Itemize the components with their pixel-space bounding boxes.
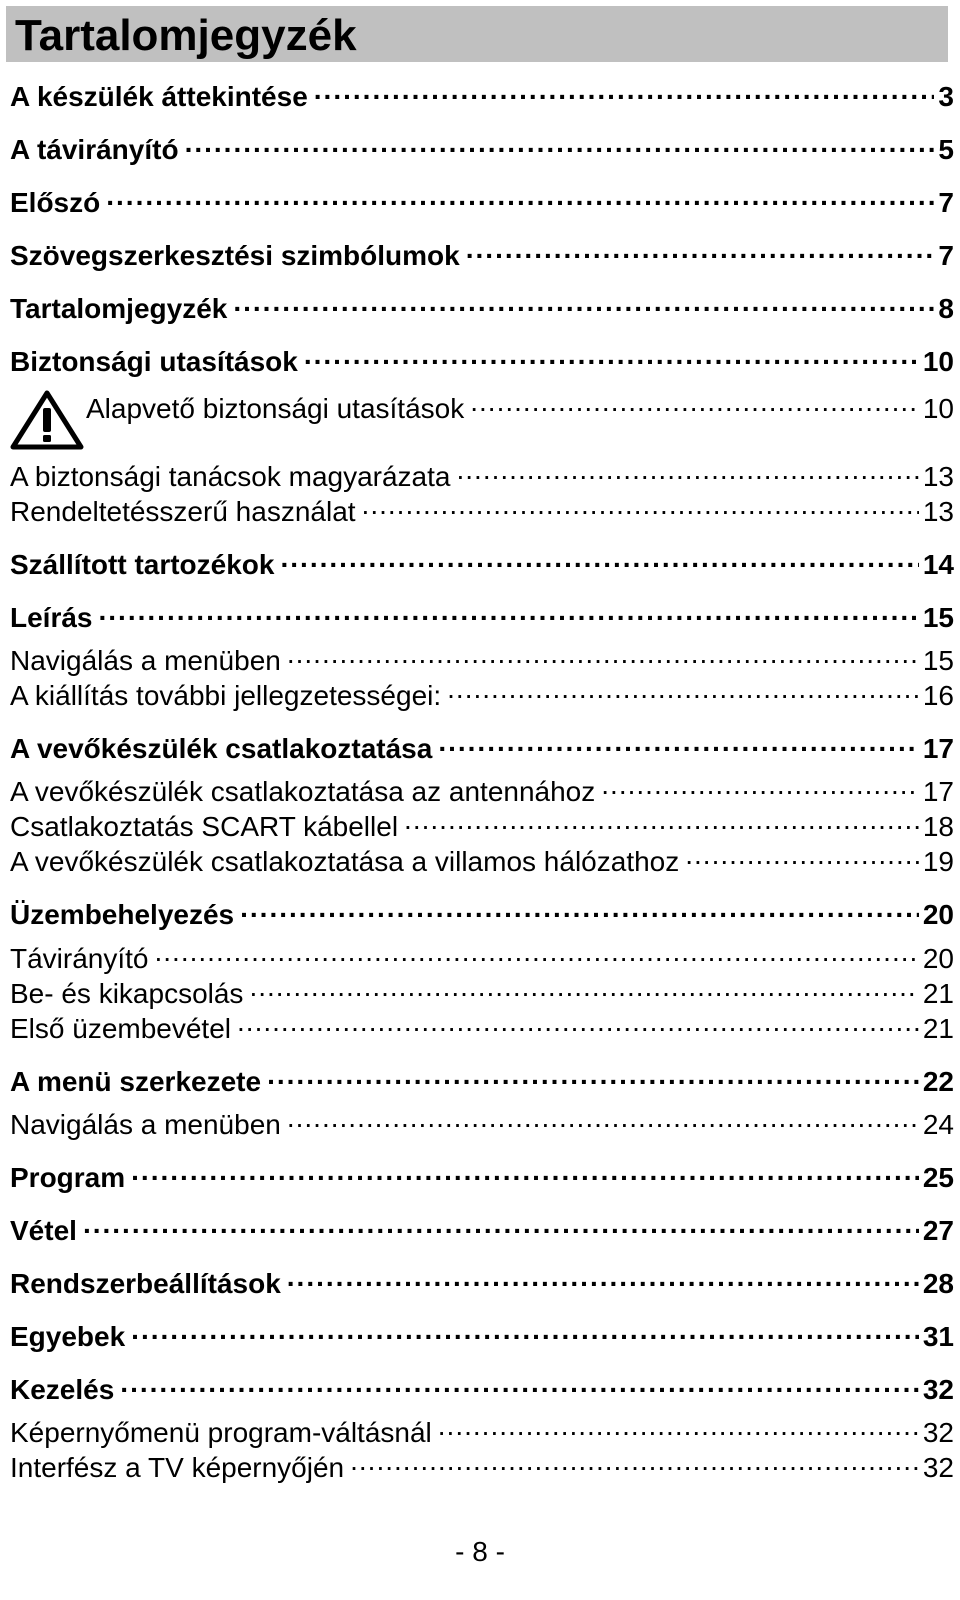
toc-entry-title: A menü szerkezete — [10, 1066, 262, 1097]
toc-entry-title: Interfész a TV képernyőjén — [10, 1452, 345, 1483]
dot-leader — [185, 131, 935, 159]
dot-leader — [267, 1063, 919, 1091]
toc-entry-title: Előszó — [10, 187, 101, 218]
toc-entry-title: Tartalomjegyzék — [10, 293, 228, 324]
dot-leader — [685, 843, 919, 871]
toc-entry-title: Szövegszerkesztési szimbólumok — [10, 240, 460, 271]
toc-entry-title: Képernyőmenü program-váltásnál — [10, 1417, 432, 1448]
toc-entry[interactable] — [10, 975, 954, 1015]
toc-entry-title: Egyebek — [10, 1321, 126, 1352]
dot-leader — [362, 493, 919, 521]
toc-entry-page: 13 — [922, 496, 954, 527]
toc-entry-page: 19 — [922, 846, 954, 877]
toc-entry-page: 20 — [922, 899, 954, 930]
toc-entry-title: A vevőkészülék csatlakoztatása az antennához — [10, 776, 596, 807]
toc-entry[interactable] — [10, 1265, 954, 1305]
toc-entry-page: 31 — [922, 1321, 954, 1352]
toc-entry-page: 8 — [938, 293, 954, 324]
toc-entry-page: 10 — [922, 393, 954, 424]
toc-entry-page: 13 — [922, 461, 954, 492]
toc-entry[interactable] — [10, 677, 954, 717]
toc-entry[interactable] — [10, 1063, 954, 1103]
toc-entry-title: Biztonsági utasítások — [10, 346, 298, 377]
toc-entry-page: 15 — [922, 602, 954, 633]
toc-entry-title: Szállított tartozékok — [10, 549, 275, 580]
dot-leader — [240, 896, 919, 924]
toc-entry-page: 17 — [922, 733, 954, 764]
toc-entry[interactable] — [10, 343, 954, 383]
toc-entry-title: Program — [10, 1162, 126, 1193]
toc-entry-page: 22 — [922, 1066, 954, 1097]
toc-entry-page: 32 — [922, 1417, 954, 1448]
toc-entry-title: A vevőkészülék csatlakoztatása — [10, 733, 433, 764]
dot-leader — [120, 1371, 919, 1399]
toc-entry-title: Navigálás a menüben — [10, 645, 281, 676]
dot-leader — [131, 1159, 919, 1187]
dot-leader — [237, 1010, 919, 1038]
toc-entry-page: 16 — [922, 680, 954, 711]
dot-leader — [438, 730, 919, 758]
toc-entry[interactable] — [10, 1414, 954, 1454]
toc-entry-page: 27 — [922, 1215, 954, 1246]
toc-entry[interactable] — [10, 390, 954, 450]
toc-entry-title: Navigálás a menüben — [10, 1109, 281, 1140]
toc-entry[interactable] — [10, 237, 954, 277]
warning-triangle-icon — [10, 390, 84, 450]
dot-leader — [601, 773, 919, 801]
toc-entry[interactable] — [10, 290, 954, 330]
toc-entry[interactable] — [10, 1159, 954, 1199]
dot-leader — [287, 1265, 919, 1293]
toc-entry-page: 24 — [922, 1109, 954, 1140]
toc-entry[interactable] — [10, 642, 954, 682]
dot-leader — [233, 290, 934, 318]
toc-entry[interactable] — [10, 546, 954, 586]
toc-entry-title: Távirányító — [10, 943, 149, 974]
toc-entry-title: A vevőkészülék csatlakoztatása a villamos hálózathoz — [10, 846, 680, 877]
dot-leader — [466, 237, 935, 265]
toc-entry[interactable] — [10, 773, 954, 813]
toc-entry-page: 21 — [922, 978, 954, 1009]
toc-entry[interactable] — [10, 730, 954, 770]
toc-entry-page: 17 — [922, 776, 954, 807]
toc-entry[interactable] — [10, 458, 954, 498]
toc-entry-title: Alapvető biztonsági utasítások — [86, 393, 465, 424]
toc-entry-page: 3 — [938, 81, 954, 112]
dot-leader — [280, 546, 918, 574]
toc-entry-title: Leírás — [10, 602, 93, 633]
toc-entry[interactable] — [10, 1318, 954, 1358]
dot-leader — [404, 808, 919, 836]
toc-entry-page: 7 — [938, 240, 954, 271]
toc-entry-page: 5 — [938, 134, 954, 165]
dot-leader — [287, 642, 919, 670]
toc-entry-page: 14 — [922, 549, 954, 580]
dot-leader — [287, 1106, 919, 1134]
toc-entry[interactable] — [10, 1212, 954, 1252]
toc-entry-title: A kiállítás további jellegzetességei: — [10, 680, 442, 711]
dot-leader — [314, 78, 935, 106]
toc-entry[interactable] — [10, 940, 954, 980]
toc-entry-page: 32 — [922, 1374, 954, 1405]
toc-entry-title: Be- és kikapcsolás — [10, 978, 244, 1009]
toc-entry-title: Rendeltetésszerű használat — [10, 496, 356, 527]
dot-leader — [155, 940, 919, 968]
toc-entry-page: 7 — [938, 187, 954, 218]
toc-entry-title: Csatlakoztatás SCART kábellel — [10, 811, 399, 842]
toc-entry[interactable] — [10, 1010, 954, 1050]
toc-entry[interactable] — [10, 896, 954, 936]
toc-entry-page: 18 — [922, 811, 954, 842]
toc-entry-title: Kezelés — [10, 1374, 115, 1405]
toc-entry[interactable] — [10, 1106, 954, 1146]
toc-entry-page: 28 — [922, 1268, 954, 1299]
toc-entry[interactable] — [10, 493, 954, 533]
dot-leader — [83, 1212, 919, 1240]
toc-entry-page: 15 — [922, 645, 954, 676]
toc-entry-page: 32 — [922, 1452, 954, 1483]
table-of-contents — [10, 0, 954, 1600]
toc-entry-title: A készülék áttekintése — [10, 81, 308, 112]
toc-entry[interactable] — [10, 131, 954, 171]
toc-entry[interactable] — [10, 1449, 954, 1489]
dot-leader — [447, 677, 919, 705]
dot-leader — [249, 975, 918, 1003]
toc-entry-page: 20 — [922, 943, 954, 974]
toc-entry-title: Vétel — [10, 1215, 77, 1246]
dot-leader — [438, 1414, 919, 1442]
page-title: Tartalomjegyzék — [15, 11, 357, 60]
dot-leader — [99, 599, 919, 627]
toc-entry[interactable] — [10, 843, 954, 883]
toc-entry-title: A biztonsági tanácsok magyarázata — [10, 461, 451, 492]
toc-entry[interactable] — [10, 78, 954, 118]
dot-leader — [456, 458, 918, 486]
dot-leader — [470, 390, 919, 418]
dot-leader — [106, 184, 934, 212]
toc-entry-page: 25 — [922, 1162, 954, 1193]
dot-leader — [131, 1318, 919, 1346]
toc-entry-title: Üzembehelyezés — [10, 899, 235, 930]
toc-entry-title: Első üzembevétel — [10, 1013, 232, 1044]
toc-entry[interactable] — [10, 184, 954, 224]
toc-entry-page: 21 — [922, 1013, 954, 1044]
page-number: - 8 - — [455, 1536, 505, 1567]
toc-entry[interactable] — [10, 808, 954, 848]
toc-entry-title: Rendszerbeállítások — [10, 1268, 281, 1299]
toc-entry-page: 10 — [922, 346, 954, 377]
toc-entry[interactable] — [10, 599, 954, 639]
dot-leader — [304, 343, 919, 371]
dot-leader — [350, 1449, 919, 1477]
toc-entry-title: A távirányító — [10, 134, 179, 165]
toc-entry[interactable] — [10, 1371, 954, 1411]
